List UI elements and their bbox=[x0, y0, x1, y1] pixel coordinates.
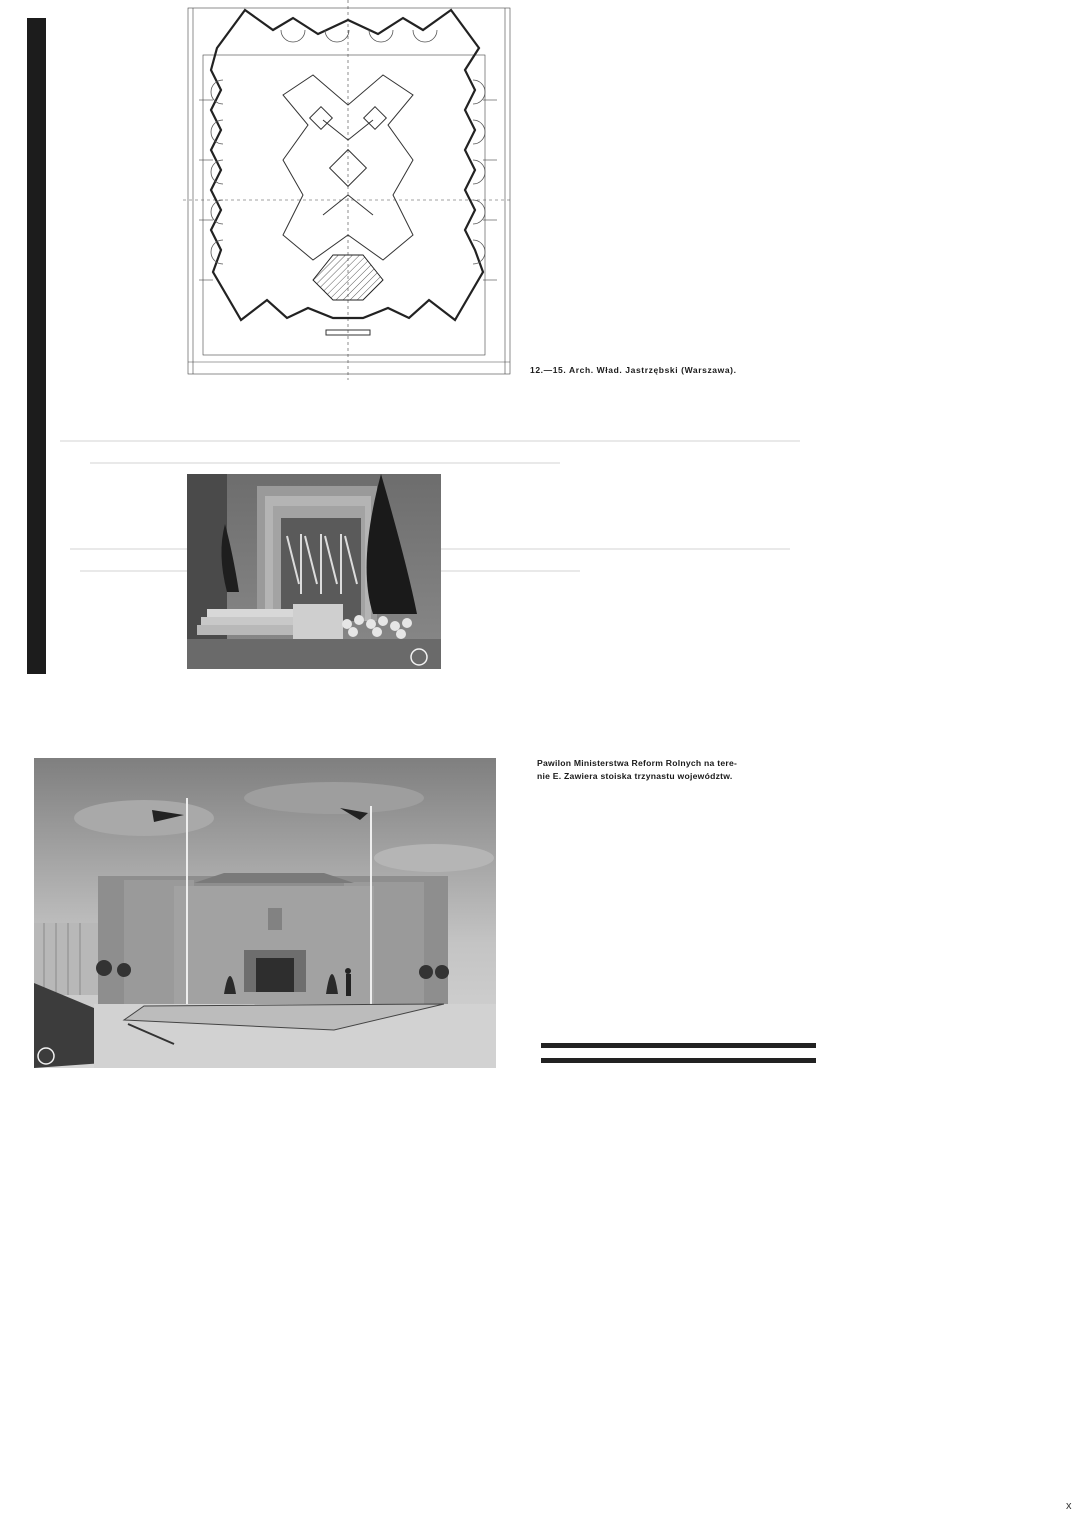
left-black-bar bbox=[27, 18, 46, 674]
bottom-rule-2 bbox=[541, 1058, 816, 1063]
pavilion-caption bbox=[537, 757, 1072, 1512]
pavilion-caption-line-1: Pawilon Ministerstwa Reform Rolnych na tere- bbox=[537, 758, 738, 768]
show-through-line bbox=[90, 462, 560, 464]
pavilion-caption-line-2: nie E. Zawiera stoiska trzynastu województw. bbox=[537, 771, 733, 781]
bottom-rule-1 bbox=[541, 1043, 816, 1048]
plan-caption: 12.—15. Arch. Wład. Jastrzębski (Warszawa). bbox=[530, 365, 737, 375]
show-through-line bbox=[60, 440, 800, 442]
editor-mark: x bbox=[1066, 1500, 1072, 1512]
floor-plan-drawing bbox=[183, 0, 513, 380]
pavilion-photo bbox=[34, 758, 496, 1068]
entrance-photo bbox=[187, 474, 441, 669]
